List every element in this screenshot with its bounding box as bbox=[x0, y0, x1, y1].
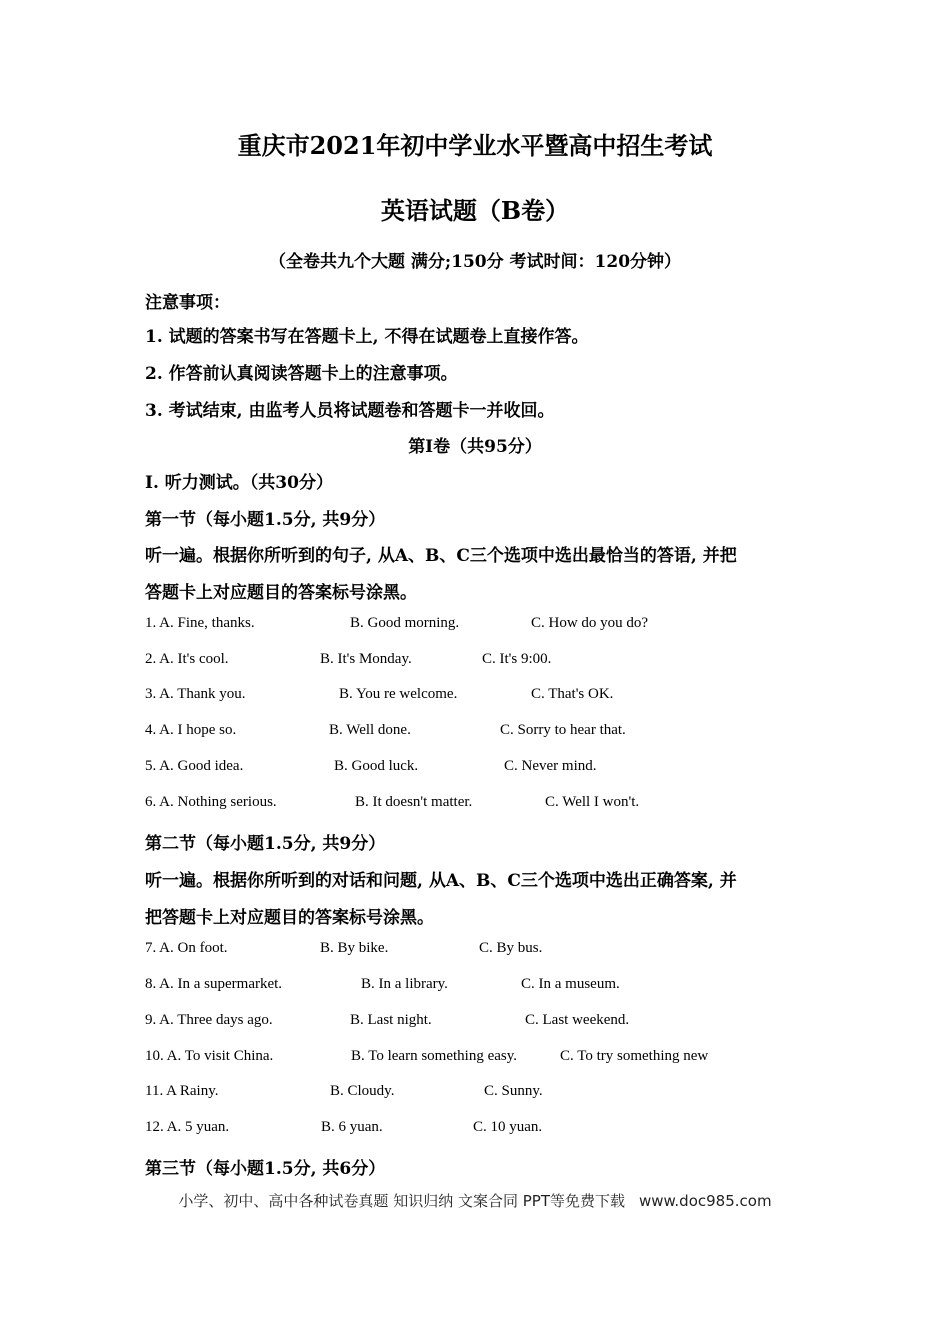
listening-heading: I. 听力测试。（共30分） bbox=[145, 473, 333, 493]
question-option-c: C. 10 yuan. bbox=[473, 1119, 543, 1135]
section1-instruction: 答题卡上对应题目的答案标号涂黑。 bbox=[145, 583, 417, 603]
section2-instruction: 听一遍。根据你所听到的对话和问题, 从A、B、C三个选项中选出正确答案, 并 bbox=[145, 871, 737, 891]
question-option-c: C. By bus. bbox=[479, 940, 543, 956]
question-option-a: 4. A. I hope so. bbox=[145, 722, 237, 738]
question-option-b: B. Good morning. bbox=[350, 615, 460, 631]
section2-instruction: 把答题卡上对应题目的答案标号涂黑。 bbox=[145, 908, 434, 928]
question-option-c: C. It's 9:00. bbox=[482, 651, 552, 667]
question-option-b: B. Last night. bbox=[350, 1012, 432, 1028]
question-option-a: 5. A. Good idea. bbox=[145, 758, 244, 774]
footer-text: 小学、初中、高中各种试卷真题 知识归纳 文案合同 PPT等免费下载 bbox=[178, 1192, 625, 1210]
question-option-c: C. To try something new bbox=[560, 1048, 709, 1064]
notice-item: 3. 考试结束, 由监考人员将试题卷和答题卡一并收回。 bbox=[145, 401, 555, 421]
footer-url[interactable]: www.doc985.com bbox=[638, 1192, 772, 1210]
question-option-c: C. Last weekend. bbox=[525, 1012, 630, 1028]
question-option-a: 9. A. Three days ago. bbox=[145, 1012, 273, 1028]
question-option-c: C. In a museum. bbox=[521, 976, 620, 992]
question-option-a: 1. A. Fine, thanks. bbox=[145, 615, 255, 631]
question-option-c: C. That's OK. bbox=[531, 686, 614, 702]
question-option-b: B. Good luck. bbox=[334, 758, 419, 774]
question-option-b: B. To learn something easy. bbox=[351, 1048, 518, 1064]
question-option-b: B. In a library. bbox=[361, 976, 448, 992]
exam-title: 重庆市2021年初中学业水平暨高中招生考试 bbox=[237, 131, 713, 160]
question-option-c: C. Sunny. bbox=[484, 1083, 543, 1099]
part1-heading: 第I卷（共95分） bbox=[408, 437, 542, 457]
exam-info: （全卷共九个大题 满分;150分 考试时间：120分钟） bbox=[268, 252, 682, 272]
question-option-b: B. Cloudy. bbox=[330, 1083, 395, 1099]
question-option-b: B. 6 yuan. bbox=[321, 1119, 383, 1135]
notice-item: 2. 作答前认真阅读答题卡上的注意事项。 bbox=[145, 364, 458, 384]
footer bbox=[0, 1190, 950, 1211]
question-option-a: 7. A. On foot. bbox=[145, 940, 228, 956]
question-option-b: B. It's Monday. bbox=[320, 651, 412, 667]
question-option-c: C. Sorry to hear that. bbox=[500, 722, 626, 738]
question-option-c: C. Well I won't. bbox=[545, 794, 640, 810]
exam-subtitle: 英语试题（B卷） bbox=[380, 196, 570, 225]
notice-heading: 注意事项： bbox=[145, 293, 230, 313]
section3-heading: 第三节（每小题1.5分, 共6分） bbox=[145, 1159, 386, 1179]
section1-instruction: 听一遍。根据你所听到的句子, 从A、B、C三个选项中选出最恰当的答语, 并把 bbox=[145, 546, 737, 566]
section2-heading: 第二节（每小题1.5分, 共9分） bbox=[145, 834, 386, 854]
question-option-a: 11. A Rainy. bbox=[145, 1083, 219, 1099]
question-option-b: B. Well done. bbox=[329, 722, 411, 738]
question-option-a: 3. A. Thank you. bbox=[145, 686, 246, 702]
question-option-a: 10. A. To visit China. bbox=[145, 1048, 274, 1064]
notice-item: 1. 试题的答案书写在答题卡上, 不得在试题卷上直接作答。 bbox=[145, 327, 589, 347]
question-option-b: B. By bike. bbox=[320, 940, 389, 956]
question-option-c: C. How do you do? bbox=[531, 615, 649, 631]
question-option-a: 8. A. In a supermarket. bbox=[145, 976, 283, 992]
question-option-a: 6. A. Nothing serious. bbox=[145, 794, 277, 810]
question-option-a: 2. A. It's cool. bbox=[145, 651, 229, 667]
question-option-a: 12. A. 5 yuan. bbox=[145, 1119, 230, 1135]
question-option-b: B. You re welcome. bbox=[339, 686, 458, 702]
section1-heading: 第一节（每小题1.5分, 共9分） bbox=[145, 510, 386, 530]
question-option-b: B. It doesn't matter. bbox=[355, 794, 473, 810]
question-option-c: C. Never mind. bbox=[504, 758, 597, 774]
